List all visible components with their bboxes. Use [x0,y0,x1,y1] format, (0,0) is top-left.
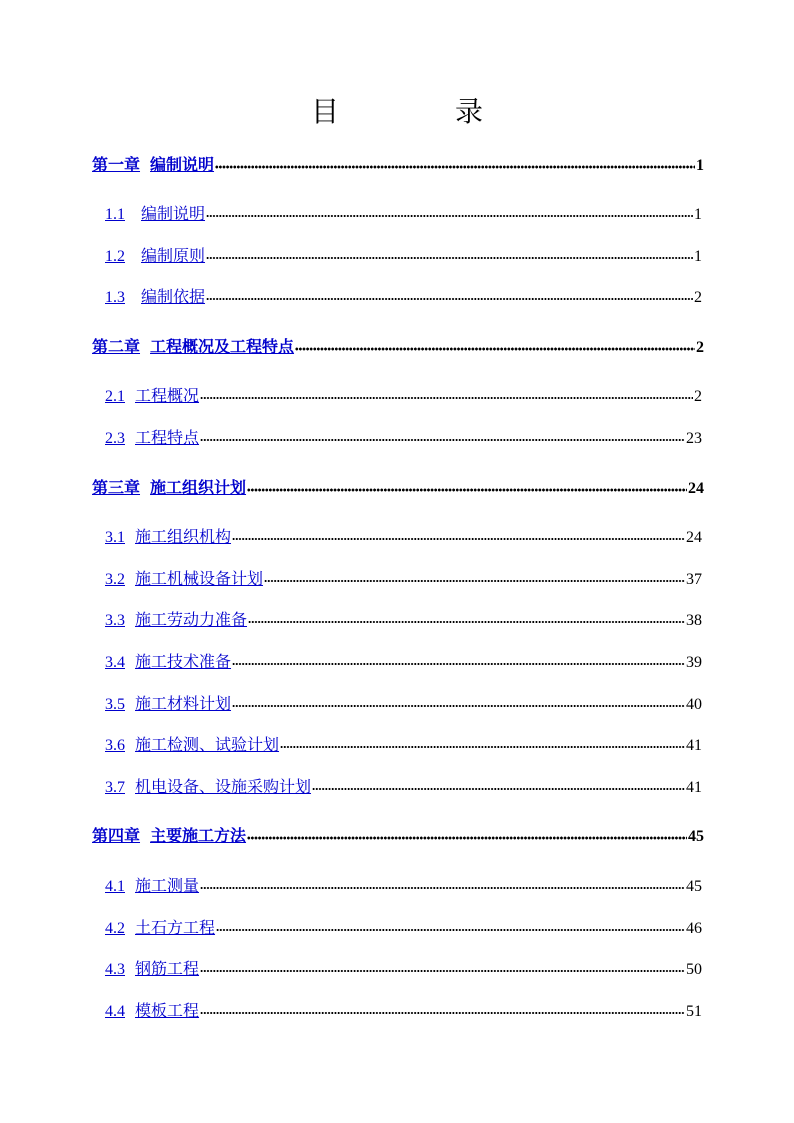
toc-entry-number: 第一章 [92,157,141,174]
toc-entry-section[interactable] [105,648,702,672]
toc-entry-label: 编制说明 [141,204,206,223]
toc-entry-label: 模板工程 [135,1001,200,1020]
toc-entry-number: 3.4 [105,654,125,671]
toc-entry-label: 编制依据 [141,287,206,306]
toc-entry-link[interactable] [92,823,246,846]
toc-entry-link[interactable] [105,998,199,1021]
toc-entry-label: 工程概况及工程特点 [150,337,295,356]
toc-page-number: 41 [686,737,702,754]
toc-entry-number: 4.4 [105,1003,125,1020]
toc-entry-section[interactable] [105,690,702,714]
toc-page-number: 24 [688,480,704,497]
toc-page-number: 38 [686,612,702,629]
toc-entry-link[interactable] [92,475,246,498]
toc-entry-number: 1.3 [105,289,125,306]
toc-page-number: 24 [686,529,702,546]
toc-entry-label: 钢筋工程 [135,959,200,978]
dot-leader [200,437,685,443]
toc-entry-number: 4.3 [105,961,125,978]
toc-entry-number: 3.1 [105,529,125,546]
toc-entry-link[interactable] [105,649,231,672]
toc-entry-label: 施工测量 [135,876,200,895]
toc-page-number: 45 [688,828,704,845]
toc-entry-link[interactable] [105,383,199,406]
toc-page-number: 46 [686,920,702,937]
toc-page-number: 23 [686,430,702,447]
page-title: 目 录 [310,95,527,128]
toc-entry-label: 施工组织机构 [135,527,232,546]
toc-entry-link[interactable] [105,956,199,979]
toc-entry-section[interactable] [105,773,702,797]
toc-entry-label: 施工材料计划 [135,694,232,713]
dot-leader [206,213,693,219]
toc-entry-chapter[interactable] [92,822,704,846]
toc-page-number: 1 [696,157,704,174]
toc-entry-label: 施工组织计划 [150,478,247,497]
toc-page-number: 50 [686,961,702,978]
toc-entry-link[interactable] [105,243,205,266]
toc-entry-link[interactable] [92,152,214,175]
toc-entry-number: 3.2 [105,571,125,588]
dot-leader [200,885,685,891]
toc-entry-section[interactable] [105,872,702,896]
toc-entry-number: 4.2 [105,920,125,937]
toc-entry-section[interactable] [105,242,702,266]
toc-entry-section[interactable] [105,997,702,1021]
toc-entry-link[interactable] [105,284,205,307]
toc-entry-link[interactable] [105,566,263,589]
toc-entry-link[interactable] [105,201,205,224]
toc-page-number: 45 [686,878,702,895]
toc-entry-link[interactable] [105,425,199,448]
dot-leader [232,661,685,667]
toc-page-number: 41 [686,779,702,796]
toc-entry-label: 工程特点 [135,428,200,447]
dot-leader [206,255,693,261]
toc-page-number: 39 [686,654,702,671]
toc-entry-chapter[interactable] [92,151,704,175]
toc-entry-number: 第四章 [92,828,141,845]
toc-entry-label: 施工技术准备 [135,652,232,671]
toc-entry-link[interactable] [105,774,311,797]
toc-entry-section[interactable] [105,606,702,630]
toc-entry-label: 施工劳动力准备 [135,610,248,629]
toc-entry-number: 2.3 [105,430,125,447]
toc-entry-number: 1.1 [105,206,125,223]
toc-entry-label: 主要施工方法 [150,826,247,845]
dot-leader [295,346,695,352]
toc-entry-section[interactable] [105,200,702,224]
toc-entry-number: 第三章 [92,480,141,497]
toc-page-number: 40 [686,696,702,713]
toc-page-number: 2 [696,339,704,356]
toc-entry-label: 施工检测、试验计划 [135,735,280,754]
toc-entry-link[interactable] [105,732,279,755]
toc-entry-number: 4.1 [105,878,125,895]
toc-page-number: 37 [686,571,702,588]
toc-entry-section[interactable] [105,731,702,755]
toc-entry-link[interactable] [105,691,231,714]
toc-entry-link[interactable] [105,607,247,630]
toc-entry-number: 第二章 [92,339,141,356]
toc-entry-label: 编制原则 [141,246,206,265]
toc-entry-number: 2.1 [105,388,125,405]
dot-leader [232,536,685,542]
toc-entry-link[interactable] [105,873,199,896]
toc-entry-number: 3.6 [105,737,125,754]
toc-page-number: 2 [694,289,702,306]
toc-entry-section[interactable] [105,955,702,979]
dot-leader [248,619,685,625]
toc-entry-section[interactable] [105,283,702,307]
toc-entry-label: 施工机械设备计划 [135,569,264,588]
dot-leader [280,744,685,750]
toc-entry-section[interactable] [105,382,702,406]
toc-entry-section[interactable] [105,914,702,938]
toc-entry-label: 土石方工程 [135,918,216,937]
dot-leader [247,487,687,493]
toc-entry-link[interactable] [105,915,215,938]
dot-leader [206,296,693,302]
dot-leader [232,703,685,709]
dot-leader [200,1010,685,1016]
toc-page-number: 2 [694,388,702,405]
toc-entry-link[interactable] [92,334,294,357]
toc-entry-label: 工程概况 [135,386,200,405]
dot-leader [264,578,685,584]
toc-entry-chapter[interactable] [92,474,704,498]
dot-leader [200,395,693,401]
toc-entry-section[interactable] [105,424,702,448]
toc-entry-number: 3.5 [105,696,125,713]
dot-leader [216,927,685,933]
toc-entry-section[interactable] [105,523,702,547]
toc-entry-section[interactable] [105,565,702,589]
toc-entry-label: 机电设备、设施采购计划 [135,777,312,796]
toc-entry-label: 编制说明 [150,155,215,174]
toc-entry-number: 3.7 [105,779,125,796]
dot-leader [247,835,687,841]
toc-entry-link[interactable] [105,524,231,547]
toc-page-number: 1 [694,206,702,223]
toc-entry-chapter[interactable] [92,333,704,357]
dot-leader [312,786,685,792]
toc-entry-number: 1.2 [105,248,125,265]
dot-leader [215,164,695,170]
toc-page-number: 51 [686,1003,702,1020]
dot-leader [200,968,685,974]
toc-entry-number: 3.3 [105,612,125,629]
toc-page-number: 1 [694,248,702,265]
